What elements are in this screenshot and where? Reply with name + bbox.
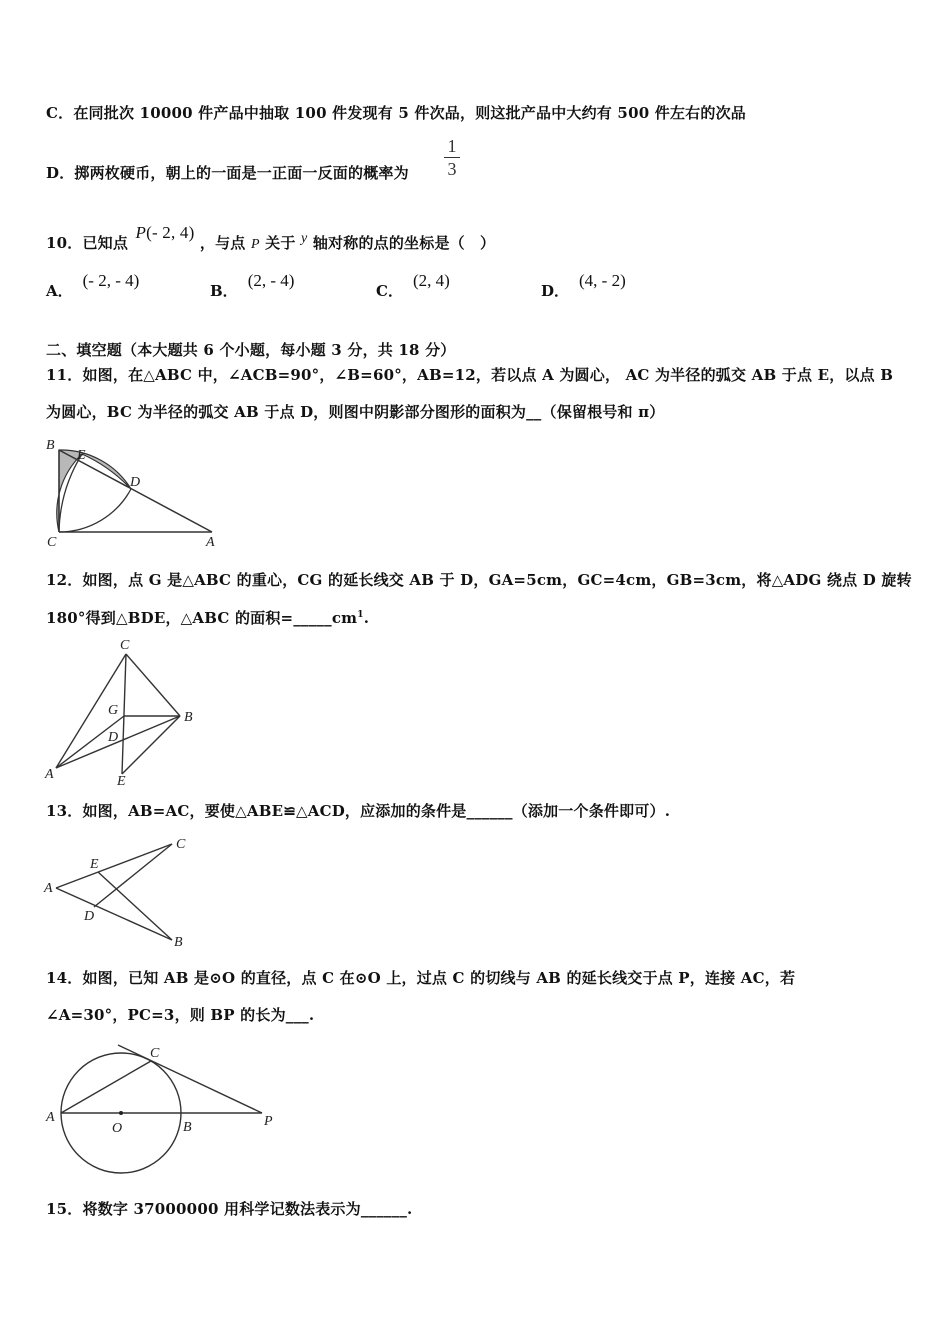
label-a: A bbox=[44, 881, 53, 896]
tangent-cp bbox=[118, 1045, 262, 1113]
chord-ac bbox=[61, 1061, 151, 1113]
q10-stem bbox=[46, 223, 496, 253]
label-a: A bbox=[206, 535, 215, 550]
fraction-denominator: 3 bbox=[447, 159, 457, 179]
option-value: (2, - 4) bbox=[247, 271, 295, 290]
label-b: B bbox=[46, 438, 55, 453]
q10-point-name: P bbox=[135, 223, 147, 242]
label-c: C bbox=[120, 638, 130, 653]
q10-point-coords: (- 2, 4) bbox=[146, 223, 195, 242]
label-d: D bbox=[108, 730, 119, 745]
q9-option-d: D．掷两枚硬币，朝上的一面是一正面一反面的概率为 bbox=[46, 164, 409, 182]
label-e: E bbox=[77, 448, 86, 463]
label-c: C bbox=[176, 837, 186, 852]
q10-option-d bbox=[541, 271, 626, 301]
label-a: A bbox=[46, 1110, 55, 1125]
q10-option-a bbox=[46, 271, 140, 301]
label-e: E bbox=[117, 774, 126, 789]
q10-mid2: 关于 bbox=[265, 234, 296, 252]
q12-line2 bbox=[46, 607, 369, 628]
segment-be bbox=[98, 872, 172, 940]
option-label: A． bbox=[46, 282, 73, 300]
option-label: B． bbox=[210, 282, 238, 300]
segment-cd bbox=[94, 844, 172, 907]
q14-line2: ∠A=30°，PC=3，则 BP 的长为___. bbox=[46, 1006, 315, 1024]
option-label: C． bbox=[376, 282, 403, 300]
q10-option-b bbox=[210, 271, 295, 301]
q10-option-c bbox=[376, 271, 450, 301]
q12-line1: 12．如图，点 G 是△ABC 的重心，CG 的延长线交 AB 于 D，GA=5cm，GC=4cm，GB=3cm，将△ADG 绕点 D 旋转 bbox=[46, 571, 912, 589]
label-g: G bbox=[108, 703, 119, 718]
q11-line1: 11．如图，在△ABC 中，∠ACB=90°，∠B=60°，AB=12，若以点 A 为圆心， AC 为半径的弧交 AB 于点 E，以点 B bbox=[46, 366, 894, 384]
label-b: B bbox=[174, 935, 183, 950]
label-b: B bbox=[183, 1120, 192, 1135]
segment-ac bbox=[56, 844, 172, 888]
q12-superscript: 1 bbox=[357, 610, 364, 620]
segment-ce bbox=[122, 654, 126, 774]
label-p: P bbox=[264, 1114, 273, 1129]
segment-cb bbox=[126, 654, 180, 716]
q13-figure bbox=[42, 830, 202, 952]
fraction-numerator: 1 bbox=[447, 136, 457, 156]
label-a: A bbox=[45, 767, 54, 782]
q12-line2-end: . bbox=[363, 609, 370, 627]
segment-ab bbox=[56, 888, 172, 940]
q10-p2: P bbox=[250, 237, 260, 252]
q10-suffix: 轴对称的点的坐标是（ ） bbox=[312, 234, 496, 252]
label-b: B bbox=[184, 710, 193, 725]
q10-axis: y bbox=[300, 231, 308, 246]
q13-line1: 13．如图，AB=AC，要使△ABE≌△ACD，应添加的条件是______（添加一个条件即可）. bbox=[46, 802, 671, 820]
q14-line1: 14．如图，已知 AB 是⊙O 的直径，点 C 在⊙O 上，过点 C 的切线与 AB 的延长线交于点 P，连接 AC，若 bbox=[46, 969, 796, 987]
center-dot bbox=[119, 1111, 123, 1115]
label-o: O bbox=[112, 1121, 123, 1136]
segment-eb bbox=[122, 716, 180, 774]
option-value: (4, - 2) bbox=[579, 271, 626, 290]
q12-figure bbox=[42, 634, 212, 789]
label-d: D bbox=[130, 475, 141, 490]
q10-mid: ，与点 bbox=[199, 234, 246, 252]
option-label: D． bbox=[541, 282, 570, 300]
label-c: C bbox=[47, 535, 57, 550]
q9-option-c: C．在同批次 10000 件产品中抽取 100 件发现有 5 件次品，则这批产品中大约有 500 件左右的次品 bbox=[46, 104, 746, 122]
arc-from-b bbox=[59, 489, 131, 532]
option-value: (- 2, - 4) bbox=[82, 271, 140, 290]
label-d: D bbox=[84, 909, 95, 924]
shaded-region bbox=[57, 450, 131, 532]
option-value: (2, 4) bbox=[412, 271, 450, 290]
fraction-bar bbox=[444, 157, 460, 158]
q10-prefix: 10．已知点 bbox=[46, 234, 129, 252]
q10-point bbox=[136, 223, 195, 242]
q11-figure bbox=[44, 436, 224, 551]
label-c: C bbox=[150, 1046, 160, 1061]
q11-line2: 为圆心，BC 为半径的弧交 AB 于点 D，则图中阴影部分图形的面积为__（保留根号和 π） bbox=[46, 403, 665, 421]
q12-line2-text: 180°得到△BDE，△ABC 的面积=_____cm bbox=[46, 609, 358, 627]
section-title: 二、填空题（本大题共 6 个小题，每小题 3 分，共 18 分） bbox=[46, 341, 456, 359]
q14-figure bbox=[42, 1040, 282, 1180]
q15-line1: 15．将数字 37000000 用科学记数法表示为______. bbox=[46, 1200, 413, 1218]
q9-fraction bbox=[444, 136, 460, 179]
label-e: E bbox=[90, 857, 99, 872]
